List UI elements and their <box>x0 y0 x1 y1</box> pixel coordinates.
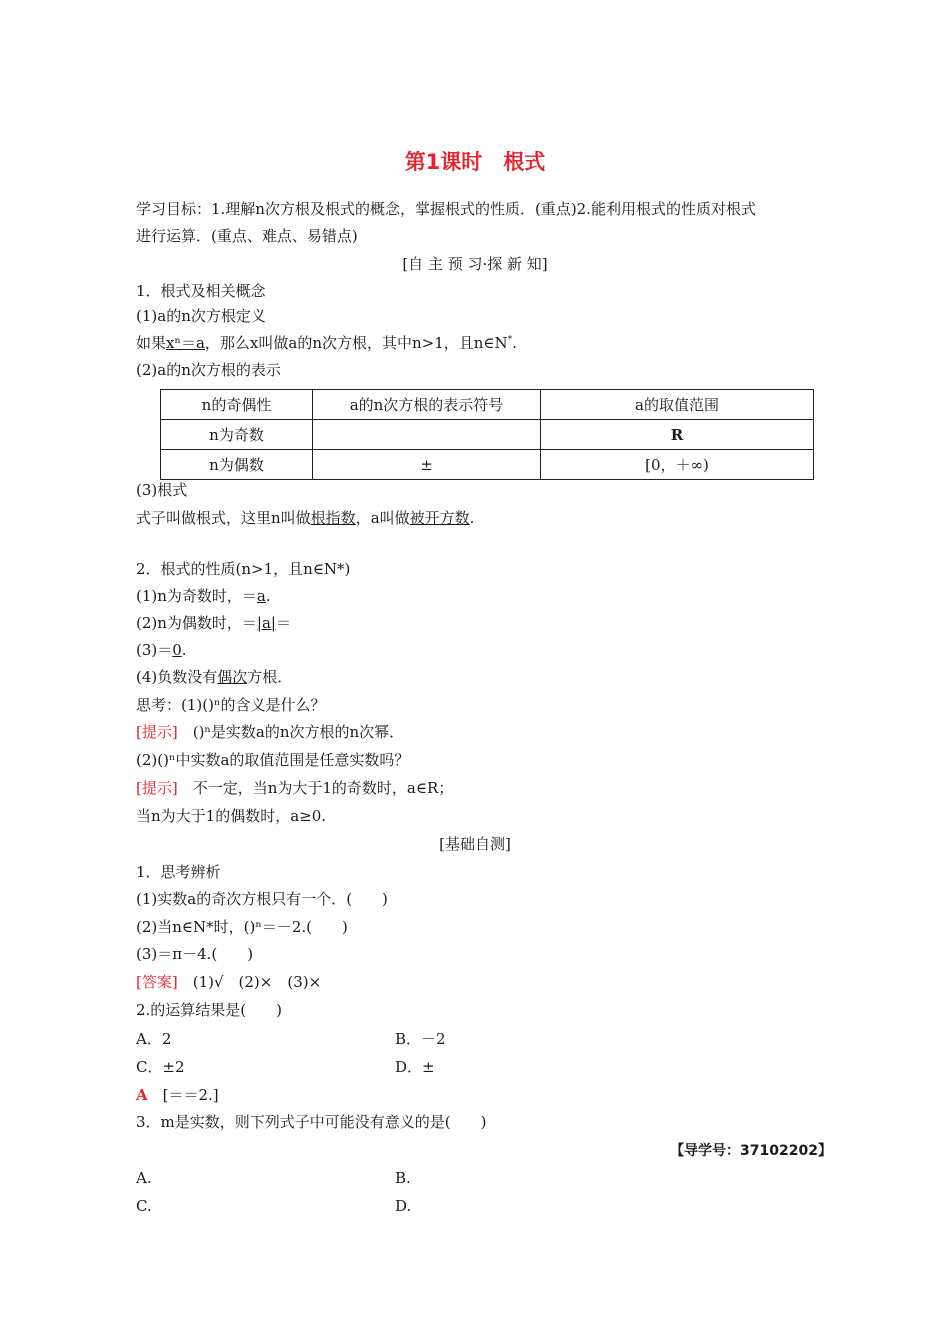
s2-heading: 2．根式的性质(n>1，且n∈N*) <box>136 560 351 578</box>
radical-text: . <box>469 509 475 527</box>
table-row <box>161 450 814 480</box>
s2-property-4 <box>136 667 292 687</box>
radical-index-term: 根指数 <box>310 509 356 527</box>
exercise-1c: (3)＝π－4.( ) <box>136 945 254 963</box>
hint-2 <box>136 778 453 798</box>
exercise-2-answer <box>136 1085 219 1105</box>
option-d: D．± <box>395 1058 435 1076</box>
s1-sub2: (2)a的n次方根的表示 <box>136 361 281 379</box>
section-preview-heading: [自 主 预 习·探 新 知] <box>402 255 548 273</box>
table-header-cell: a的n次方根的表示符号 <box>313 390 541 420</box>
option-a: A. <box>136 1169 152 1187</box>
property-text: . <box>265 587 271 605</box>
s2-property-1 <box>136 586 271 606</box>
def-end: . <box>512 334 517 352</box>
option-b: B．－2 <box>395 1030 446 1048</box>
hint-text: ()ⁿ是实数a的n次方根的n次幂． <box>177 723 405 741</box>
radicand-term: 被开方数 <box>409 509 470 527</box>
radical-text: ，a叫做 <box>355 509 410 527</box>
table-row <box>161 420 814 450</box>
guide-number: 【导学号：37102202】 <box>670 1143 832 1159</box>
def-body: ，那么x叫做a的n次方根，其中n>1，且n∈N <box>204 334 508 352</box>
exercise-3: 3．m是实数，则下列式子中可能没有意义的是( ) <box>136 1113 487 1131</box>
answer-label: [答案] <box>136 973 178 991</box>
think-question-1: 思考：(1)()ⁿ的含义是什么？ <box>136 696 326 714</box>
answer-text: [＝＝2.] <box>147 1086 219 1104</box>
table-header-cell: a的取值范围 <box>541 390 814 420</box>
hint-text: 不一定，当n为大于1的奇数时，a∈R； <box>177 779 454 797</box>
answer-letter: A <box>136 1086 148 1104</box>
option-c: C．±2 <box>136 1058 185 1076</box>
table-header-row <box>161 390 814 420</box>
property-text: (2)n为偶数时，＝ <box>136 614 257 632</box>
option-c: C. <box>136 1197 152 1215</box>
def-star: * <box>507 335 513 345</box>
property-answer: |a| <box>256 614 276 632</box>
s1-radical-def <box>136 508 474 528</box>
s1-sub1: (1)a的n次方根定义 <box>136 307 266 325</box>
option-a: A．2 <box>136 1030 172 1048</box>
exercise-2: 2.的运算结果是( ) <box>136 1001 283 1019</box>
property-text: ＝ <box>275 614 291 632</box>
think-question-2: (2)()ⁿ中实数a的取值范围是任意实数吗？ <box>136 751 410 769</box>
property-text: (3)＝ <box>136 641 173 659</box>
option-d: D. <box>395 1197 412 1215</box>
table-cell <box>313 420 541 450</box>
property-text: (1)n为奇数时，＝ <box>136 587 257 605</box>
property-text: (4)负数没有 <box>136 668 218 686</box>
objectives-line-2: 进行运算．(重点、难点、易错点) <box>136 227 358 245</box>
hint-label: [提示] <box>136 723 178 741</box>
property-answer: 0 <box>172 641 182 659</box>
s1-heading: 1．根式及相关概念 <box>136 282 266 300</box>
table-cell: [0，＋∞) <box>541 450 814 480</box>
objectives-line-1: 学习目标：1.理解n次方根及根式的概念，掌握根式的性质．(重点)2.能利用根式的性质对根式 <box>136 200 756 218</box>
def-equation: xⁿ＝a <box>166 334 205 352</box>
table-cell: n为偶数 <box>161 450 313 480</box>
exercise-1: 1．思考辨析 <box>136 863 221 881</box>
hint-label: [提示] <box>136 779 178 797</box>
property-text: . <box>181 641 187 659</box>
s2-property-3 <box>136 640 187 660</box>
exercise-1a: (1)实数a的奇次方根只有一个．( ) <box>136 890 388 908</box>
s1-sub3: (3)根式 <box>136 481 188 499</box>
s2-property-2 <box>136 613 291 633</box>
exercise-1-answer <box>136 972 321 992</box>
table-cell: n为奇数 <box>161 420 313 450</box>
lesson-title: 第1课时 根式 <box>404 150 546 174</box>
table-cell: R <box>541 420 814 450</box>
hint-2-continued: 当n为大于1的偶数时，a≥0. <box>136 807 327 825</box>
nth-root-table <box>160 389 814 480</box>
answer-text: (1)√ (2)× (3)× <box>177 973 322 991</box>
radical-text: 式子叫做根式，这里n叫做 <box>136 509 311 527</box>
section-self-test-heading: [基础自测] <box>439 835 511 853</box>
table-header-cell: n的奇偶性 <box>161 390 313 420</box>
property-answer: a <box>256 587 266 605</box>
property-answer: 偶次 <box>217 668 248 686</box>
exercise-1b: (2)当n∈N*时，()ⁿ＝－2.( ) <box>136 918 348 936</box>
table-cell: ± <box>313 450 541 480</box>
option-b: B. <box>395 1169 411 1187</box>
s1-definition <box>136 333 517 353</box>
property-text: 方根． <box>247 668 293 686</box>
def-prefix: 如果 <box>136 334 167 352</box>
hint-1 <box>136 722 404 742</box>
